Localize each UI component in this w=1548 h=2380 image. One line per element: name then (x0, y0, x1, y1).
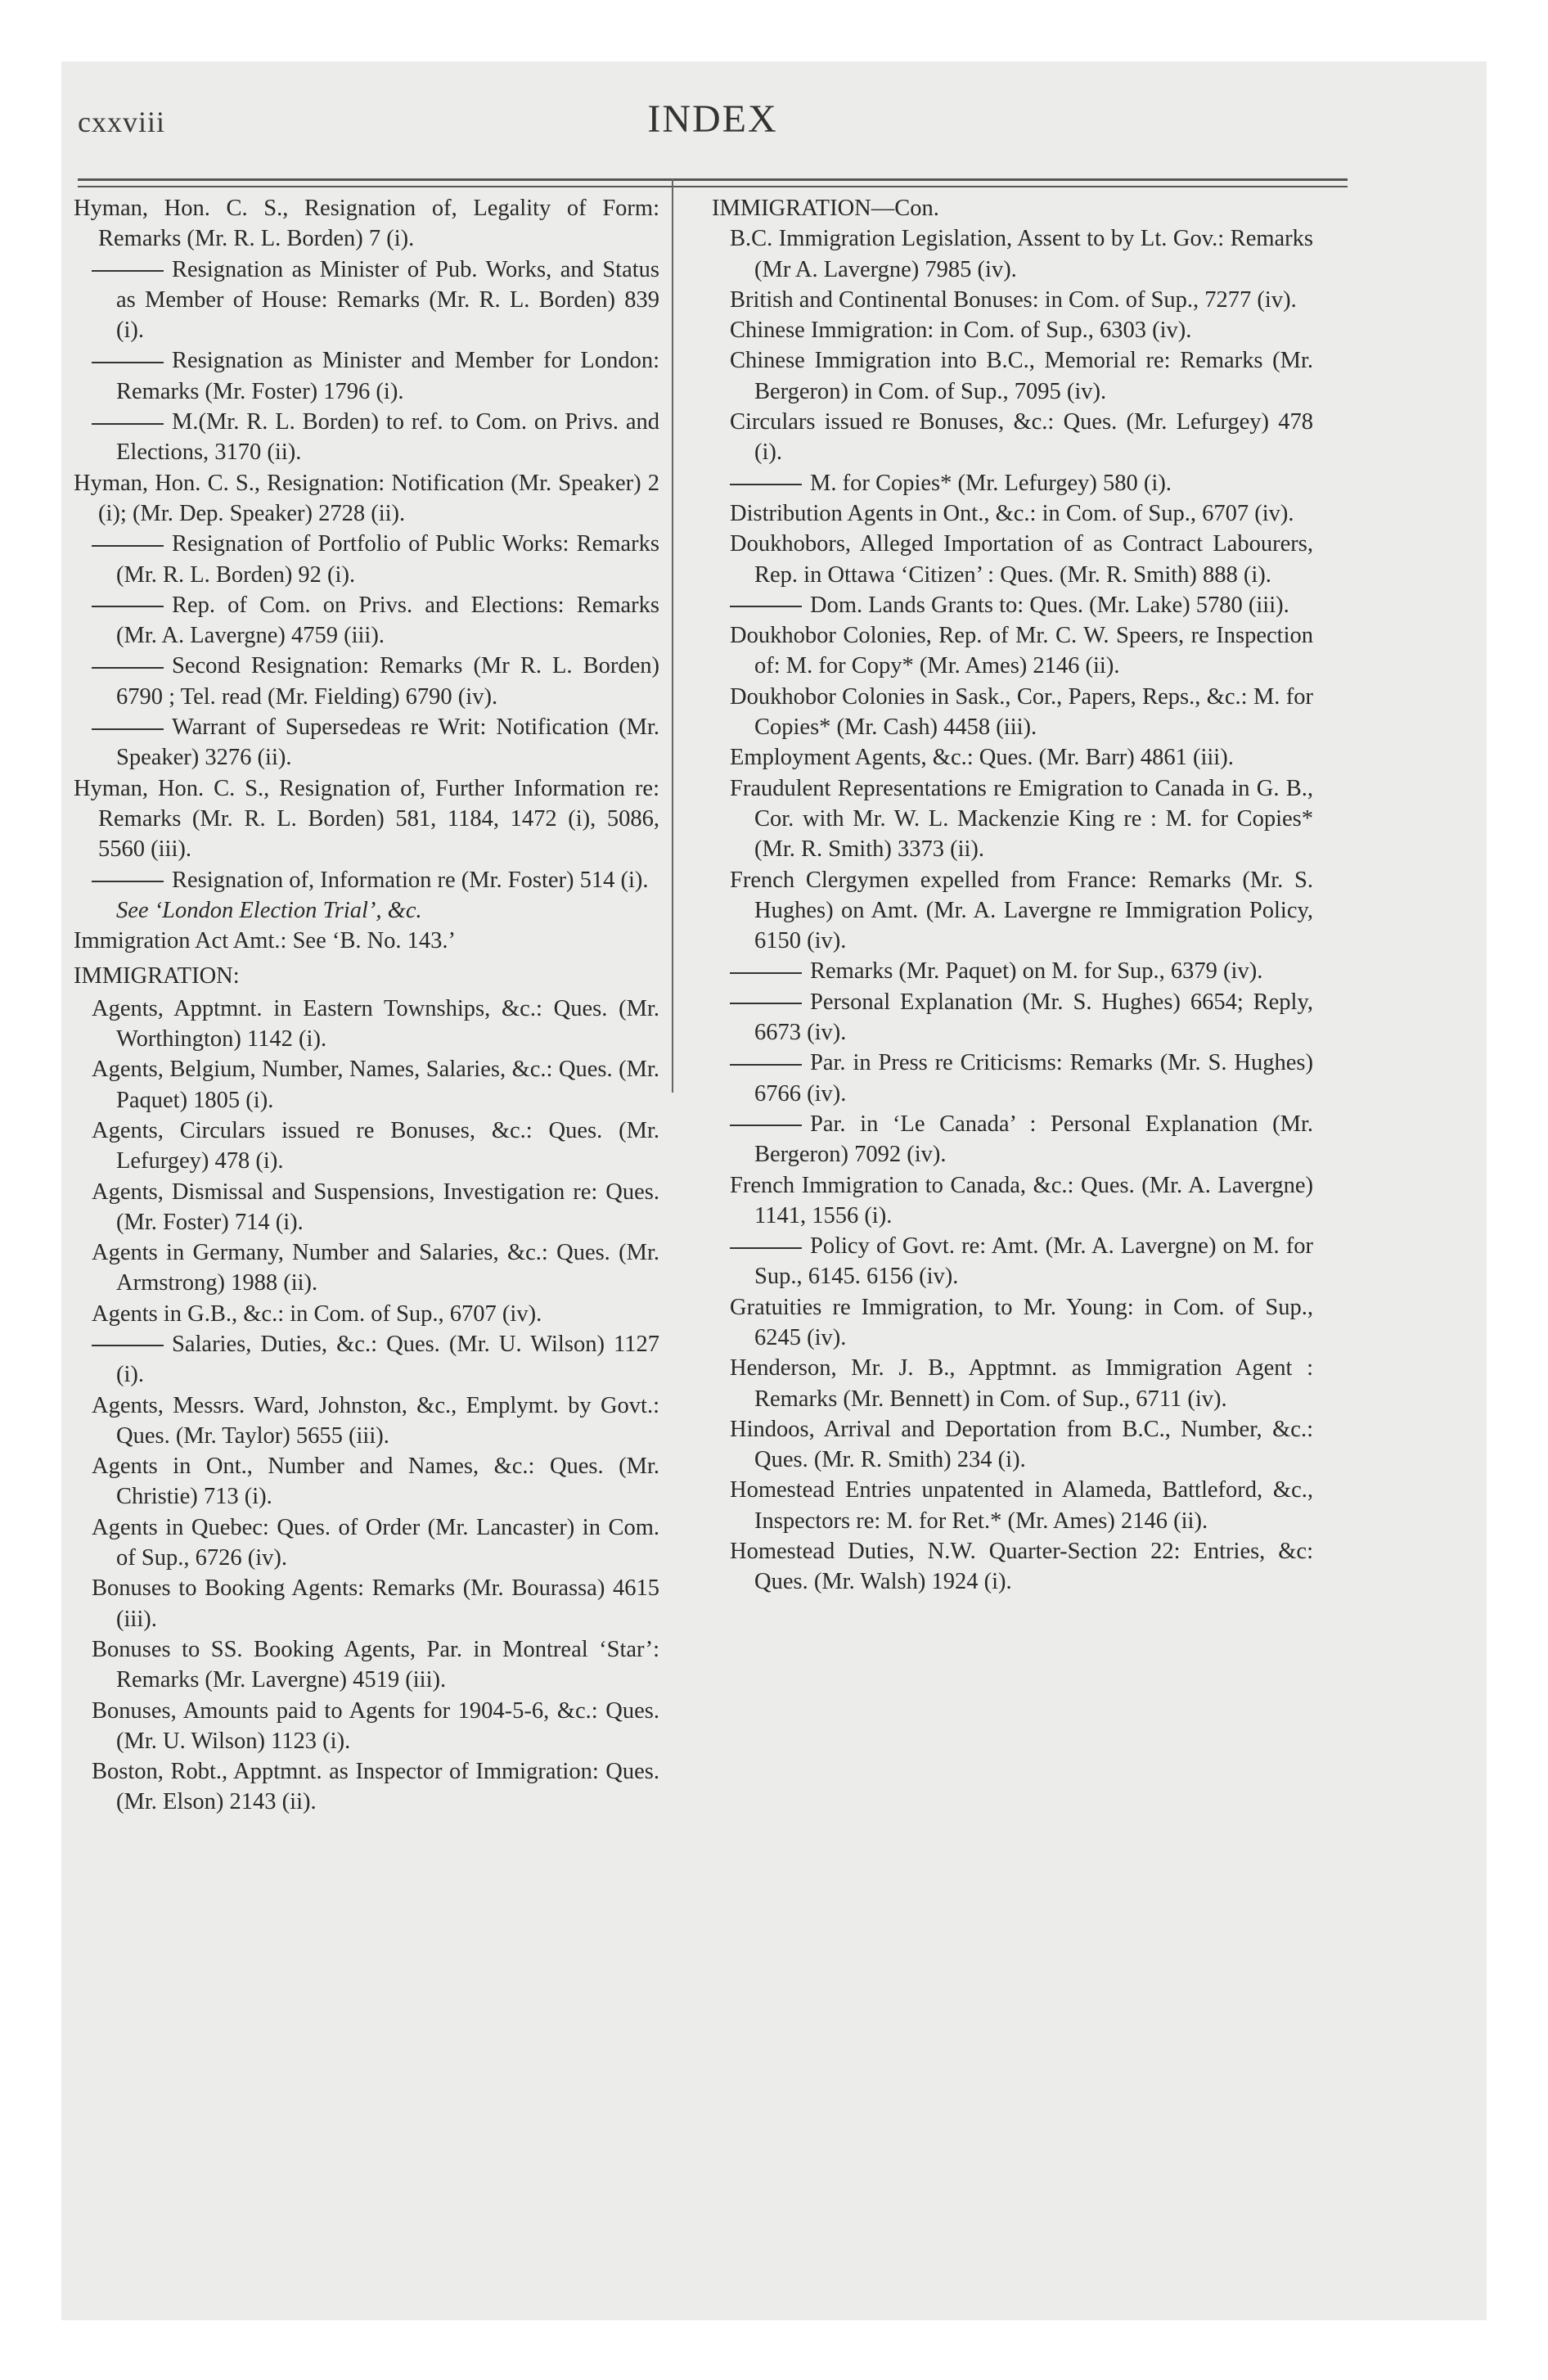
entry-text: Circulars issued re Bonuses, &c.: Ques. (Mr. Lefurgey) 478 (i). (730, 409, 1313, 466)
index-entry (92, 1054, 659, 1116)
ditto-dash (92, 881, 164, 882)
ditto-dash (92, 667, 164, 669)
index-entry (730, 407, 1313, 468)
entry-text: Hyman, Hon. C. S., Resignation: Notification (Mr. Speaker) 2 (i); (Mr. Dep. Speaker) 2728 (ii). (74, 470, 659, 526)
entry-text: Agents, Apptmnt. in Eastern Townships, &c.: Ques. (Mr. Worthington) 1142 (i). (92, 995, 659, 1053)
entry-text: Par. in ‘Le Canada’ : Personal Explanation (Mr. Bergeron) 7092 (iv). (754, 1111, 1313, 1168)
ditto-dash (730, 972, 802, 974)
entry-text: Bonuses to SS. Booking Agents, Par. in Montreal ‘Star’: Remarks (Mr. Lavergne) 4519 (iii). (92, 1636, 659, 1693)
ditto-dash (92, 728, 164, 730)
ditto-dash (730, 484, 802, 485)
index-entry (92, 1756, 659, 1818)
index-subentry (730, 1048, 1313, 1109)
index-subentry (92, 651, 659, 712)
entry-text: IMMIGRATION—Con. (712, 196, 939, 221)
page-number: cxxviii (78, 106, 165, 138)
index-entry (730, 682, 1313, 743)
ditto-dash (730, 1064, 802, 1066)
entry-text: French Clergymen expelled from France: Remarks (Mr. S. Hughes) on Amt. (Mr. A. Lavergne re Immigration Policy, 6150 (iv). (730, 867, 1313, 954)
index-entry (92, 1237, 659, 1299)
entry-text: M.(Mr. R. L. Borden) to ref. to Com. on Privs. and Elections, 3170 (ii). (116, 409, 659, 466)
index-entry (92, 1391, 659, 1452)
index-entry (92, 1116, 659, 1177)
index-entry (730, 529, 1313, 590)
header-rule-top (78, 178, 1348, 181)
entry-text: Employment Agents, &c.: Ques. (Mr. Barr) 4861 (iii). (730, 745, 1234, 771)
index-subentry (92, 865, 659, 895)
entry-text: Resignation as Minister of Pub. Works, and Status as Member of House: Remarks (Mr. R. L. Borden) 839 (i). (116, 256, 659, 344)
index-subentry (92, 1329, 659, 1391)
index-subentry (92, 255, 659, 346)
entry-text: Immigration Act Amt.: See ‘B. No. 143.’ (74, 928, 457, 954)
entry-text: Agents in G.B., &c.: in Com. of Sup., 6707 (iv). (92, 1300, 542, 1327)
entry-text: Par. in Press re Criticisms: Remarks (Mr. S. Hughes) 6766 (iv). (754, 1050, 1313, 1107)
see-reference (92, 895, 659, 926)
entry-text: Agents in Germany, Number and Salaries, &c.: Ques. (Mr. Armstrong) 1988 (ii). (92, 1240, 659, 1296)
entry-text: Fraudulent Representations re Emigration to Canada in G. B., Cor. with Mr. W. L. Mackenzie King re : M. for Copies* (Mr. R. Smith) 3373 (ii). (730, 775, 1313, 863)
index-subentry (730, 987, 1313, 1048)
index-subentry (92, 407, 659, 468)
entry-text: Chinese Immigration into B.C., Memorial re: Remarks (Mr. Bergeron) in Com. of Sup., 7095 (iv). (730, 348, 1313, 404)
entry-text: Agents in Ont., Number and Names, &c.: Ques. (Mr. Christie) 713 (i). (92, 1454, 659, 1510)
entry-text: Hyman, Hon. C. S., Resignation of, Further Information re: Remarks (Mr. R. L. Borden) 581, 1184, 1472 (i), 5086, 5560 (iii). (74, 775, 659, 863)
entry-text: Gratuities re Immigration, to Mr. Young: in Com. of Sup., 6245 (iv). (730, 1294, 1313, 1350)
index-entry (730, 773, 1313, 865)
index-entry (730, 1536, 1313, 1598)
entry-text: Homestead Entries unpatented in Alameda, Battleford, &c., Inspectors re: M. for Ret.* (Mr. Ames) 2146 (ii). (730, 1477, 1313, 1534)
index-entry (730, 315, 1313, 345)
index-entry (92, 1634, 659, 1696)
index-entry (730, 620, 1313, 682)
entry-text: Doukhobors, Alleged Importation of as Contract Labourers, Rep. in Ottawa ‘Citizen’ : Ques. (Mr. R. Smith) 888 (i). (730, 531, 1313, 588)
entry-text: Agents, Messrs. Ward, Johnston, &c., Emplymt. by Govt.: Ques. (Mr. Taylor) 5655 (iii). (92, 1392, 659, 1449)
entry-text: Chinese Immigration: in Com. of Sup., 6303 (iv). (730, 318, 1192, 344)
entry-text: Resignation of Portfolio of Public Works: Remarks (Mr. R. L. Borden) 92 (i). (116, 531, 659, 588)
entry-text: Warrant of Supersedeas re Writ: Notification (Mr. Speaker) 3276 (ii). (116, 714, 659, 771)
ditto-dash (730, 1247, 802, 1249)
index-entry (92, 1696, 659, 1757)
entry-text: Hyman, Hon. C. S., Resignation of, Legality of Form: Remarks (Mr. R. L. Borden) 7 (i). (74, 196, 659, 252)
index-entry (730, 1353, 1313, 1414)
index-entry (730, 742, 1313, 773)
index-entry (730, 345, 1313, 407)
entry-text: Doukhobor Colonies, Rep. of Mr. C. W. Speers, re Inspection of: M. for Copy* (Mr. Ames) 2146 (ii). (730, 623, 1313, 679)
entry-text: Agents in Quebec: Ques. of Order (Mr. Lancaster) in Com. of Sup., 6726 (iv). (92, 1514, 659, 1571)
index-entry (74, 773, 659, 865)
entry-text: Henderson, Mr. J. B., Apptmnt. as Immigration Agent : Remarks (Mr. Bennett) in Com. of Sup., 6711 (iv). (730, 1355, 1313, 1412)
index-entry (92, 1451, 659, 1512)
ditto-dash (92, 1345, 164, 1346)
header-rule-bottom (78, 186, 1348, 187)
entry-text: Resignation as Minister and Member for London: Remarks (Mr. Foster) 1796 (i). (116, 348, 659, 404)
entry-text: Dom. Lands Grants to: Ques. (Mr. Lake) 5780 (iii). (810, 592, 1289, 618)
section-heading (74, 961, 659, 991)
entry-text: Homestead Duties, N.W. Quarter-Section 22: Entries, &c: Ques. (Mr. Walsh) 1924 (i). (730, 1539, 1313, 1595)
index-subentry (92, 345, 659, 407)
index-subentry (730, 1231, 1313, 1292)
index-entry (730, 1414, 1313, 1476)
ditto-dash (92, 423, 164, 425)
entry-text: Salaries, Duties, &c.: Ques. (Mr. U. Wilson) 1127 (i). (116, 1331, 659, 1388)
entry-text: French Immigration to Canada, &c.: Ques. (Mr. A. Lavergne) 1141, 1556 (i). (730, 1172, 1313, 1228)
entry-text: Agents, Circulars issued re Bonuses, &c.: Ques. (Mr. Lefurgey) 478 (i). (92, 1117, 659, 1174)
index-subentry (92, 590, 659, 651)
entry-text: Personal Explanation (Mr. S. Hughes) 6654; Reply, 6673 (iv). (754, 989, 1313, 1046)
ditto-dash (730, 1125, 802, 1126)
ditto-dash (92, 606, 164, 607)
index-entry (730, 1170, 1313, 1232)
entry-text: Resignation of, Information re (Mr. Foster) 514 (i). (172, 867, 649, 893)
entry-text: Doukhobor Colonies in Sask., Cor., Papers, Reps., &c.: M. for Copies* (Mr. Cash) 4458 (iii). (730, 683, 1313, 741)
page-header (78, 97, 1348, 154)
ditto-dash (730, 1003, 802, 1004)
index-entry (730, 1475, 1313, 1536)
entry-text: Agents, Dismissal and Suspensions, Investigation re: Ques. (Mr. Foster) 714 (i). (92, 1179, 659, 1235)
entry-text: Distribution Agents in Ont., &c.: in Com. of Sup., 6707 (iv). (730, 500, 1294, 526)
left-column (74, 193, 659, 1815)
index-entry (730, 223, 1313, 285)
entry-text: Rep. of Com. on Privs. and Elections: Remarks (Mr. A. Lavergne) 4759 (iii). (116, 592, 659, 649)
entry-text: IMMIGRATION: (74, 963, 240, 989)
entry-text: British and Continental Bonuses: in Com. of Sup., 7277 (iv). (730, 286, 1297, 313)
page-title: INDEX (647, 97, 778, 141)
ditto-dash (730, 606, 802, 607)
index-entry (92, 994, 659, 1055)
index-entry (730, 498, 1313, 529)
entry-text: M. for Copies* (Mr. Lefurgey) 580 (i). (810, 470, 1172, 496)
index-subentry (92, 712, 659, 773)
index-subentry (730, 956, 1313, 986)
entry-text: Bonuses to Booking Agents: Remarks (Mr. Bourassa) 4615 (iii). (92, 1575, 659, 1632)
entry-text: Boston, Robt., Apptmnt. as Inspector of Immigration: Ques. (Mr. Elson) 2143 (ii). (92, 1759, 659, 1815)
ditto-dash (92, 362, 164, 363)
index-subentry (730, 590, 1313, 620)
index-entry (92, 1177, 659, 1238)
index-entry (92, 1573, 659, 1634)
ditto-dash (92, 545, 164, 547)
index-entry (74, 926, 659, 956)
index-entry (74, 193, 659, 255)
index-entry (74, 468, 659, 530)
entry-text: Agents, Belgium, Number, Names, Salaries, &c.: Ques. (Mr. Paquet) 1805 (i). (92, 1057, 659, 1113)
entry-text: Second Resignation: Remarks (Mr R. L. Borden) 6790 ; Tel. read (Mr. Fielding) 6790 (iv). (116, 653, 659, 710)
ditto-dash (92, 270, 164, 272)
index-entry (730, 865, 1313, 957)
index-subentry (730, 1109, 1313, 1170)
entry-text: Bonuses, Amounts paid to Agents for 1904-5-6, &c.: Ques. (Mr. U. Wilson) 1123 (i). (92, 1697, 659, 1754)
entry-text: B.C. Immigration Legislation, Assent to by Lt. Gov.: Remarks (Mr A. Lavergne) 7985 (iv). (730, 226, 1313, 282)
index-subentry (92, 529, 659, 590)
entry-text: Hindoos, Arrival and Deportation from B.C., Number, &c.: Ques. (Mr. R. Smith) 234 (i). (730, 1416, 1313, 1473)
column-divider (672, 178, 673, 1093)
index-subentry (730, 468, 1313, 498)
index-entry (730, 1292, 1313, 1354)
index-entry (92, 1299, 659, 1329)
entry-text: Policy of Govt. re: Amt. (Mr. A. Lavergne) on M. for Sup., 6145. 6156 (iv). (754, 1233, 1313, 1290)
index-entry (712, 193, 1313, 223)
entry-text: Remarks (Mr. Paquet) on M. for Sup., 6379 (iv). (810, 958, 1263, 985)
index-entry (730, 285, 1313, 315)
right-column (712, 193, 1313, 1595)
entry-text: See ‘London Election Trial’, &c. (116, 897, 422, 923)
index-entry (92, 1512, 659, 1574)
